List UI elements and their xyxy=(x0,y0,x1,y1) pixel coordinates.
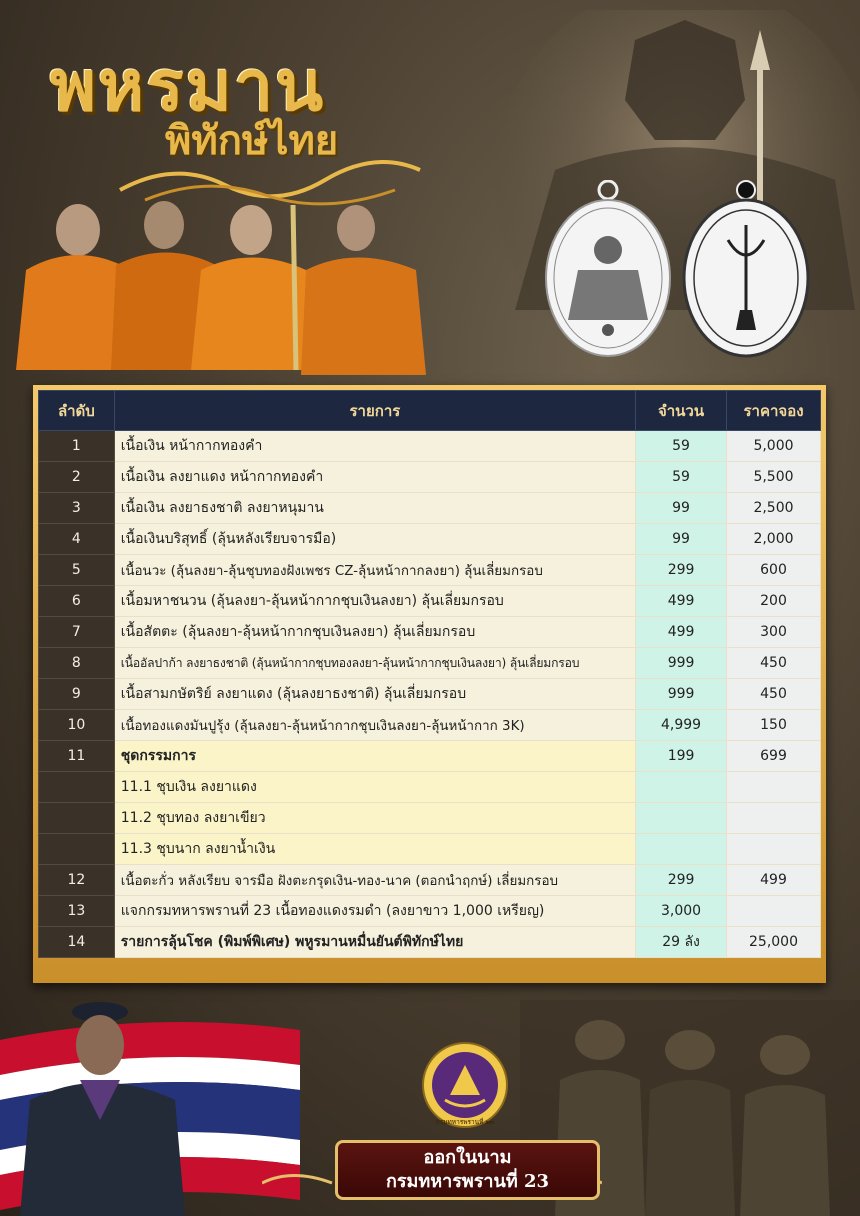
ranger-regiment-emblem xyxy=(420,1040,510,1130)
table-row xyxy=(39,617,821,648)
row-quantity: 3,000 xyxy=(636,896,727,927)
row-number: 13 xyxy=(39,896,115,927)
row-number: 11 xyxy=(39,741,115,772)
table-row xyxy=(39,648,821,679)
monks-photo xyxy=(6,200,441,385)
row-item: 11.3 ชุบนาก ลงยาน้ำเงิน xyxy=(114,834,635,865)
row-price: 2,500 xyxy=(727,493,821,524)
banner-line-2: กรมทหารพรานที่ 23 xyxy=(385,1171,550,1192)
row-item: เนื้อสามกษัตริย์ ลงยาแดง (ลุ้นลงยาธงชาติ) ลุ้นเลี่ยมกรอบ xyxy=(114,679,635,710)
row-quantity: 199 xyxy=(636,741,727,772)
row-price: 499 xyxy=(727,865,821,896)
row-quantity: 59 xyxy=(636,431,727,462)
table-row xyxy=(39,679,821,710)
table-row xyxy=(39,555,821,586)
row-price: 450 xyxy=(727,679,821,710)
row-quantity: 999 xyxy=(636,679,727,710)
row-number xyxy=(39,834,115,865)
table-header-row xyxy=(39,391,821,431)
table-row xyxy=(39,741,821,772)
row-quantity xyxy=(636,834,727,865)
price-table xyxy=(38,390,821,958)
row-price: 699 xyxy=(727,741,821,772)
emblem-caption: กรมทหารพรานที่ ๒๓ xyxy=(435,1118,495,1126)
row-quantity: 299 xyxy=(636,865,727,896)
row-item: เนื้อสัตตะ (ลุ้นลงยา-ลุ้นหน้ากากชุบเงินลงยา) ลุ้นเลี่ยมกรอบ xyxy=(114,617,635,648)
row-price: 300 xyxy=(727,617,821,648)
table-row xyxy=(39,927,821,958)
main-title: พหรมาน xyxy=(50,44,326,127)
row-item: เนื้อมหาชนวน (ลุ้นลงยา-ลุ้นหน้ากากชุบเงินลงยา) ลุ้นเลี่ยมกรอบ xyxy=(114,586,635,617)
banner-line-1: ออกในนาม xyxy=(423,1147,512,1168)
row-number: 12 xyxy=(39,865,115,896)
row-number: 14 xyxy=(39,927,115,958)
row-item: รายการลุ้นโชค (พิมพ์พิเศษ) พหูรมานหมื่นยันต์พิทักษ์ไทย xyxy=(114,927,635,958)
table-row xyxy=(39,493,821,524)
row-price: 150 xyxy=(727,710,821,741)
row-price xyxy=(727,896,821,927)
row-quantity: 4,999 xyxy=(636,710,727,741)
row-quantity: 299 xyxy=(636,555,727,586)
amulet-back-image xyxy=(676,180,816,360)
row-price: 2,000 xyxy=(727,524,821,555)
table-row xyxy=(39,896,821,927)
column-header-number: ลำดับ xyxy=(39,391,115,431)
row-quantity: 29 ลัง xyxy=(636,927,727,958)
column-header-price: ราคาจอง xyxy=(727,391,821,431)
row-item: เนื้อเงิน ลงยาแดง หน้ากากทองคำ xyxy=(114,462,635,493)
row-item: แจกกรมทหารพรานที่ 23 เนื้อทองแดงรมดำ (ลงยาขาว 1,000 เหรียญ) xyxy=(114,896,635,927)
row-quantity: 999 xyxy=(636,648,727,679)
row-item: เนื้อนวะ (ลุ้นลงยา-ลุ้นชุบทองฝังเพชร CZ-ลุ้นหน้ากากลงยา) ลุ้นเลี่ยมกรอบ xyxy=(114,555,635,586)
issuer-banner xyxy=(335,1140,600,1200)
row-item: 11.2 ชุบทอง ลงยาเขียว xyxy=(114,803,635,834)
row-number: 9 xyxy=(39,679,115,710)
row-number xyxy=(39,803,115,834)
row-item: เนื้อเงิน ลงยาธงชาติ ลงยาหนุมาน xyxy=(114,493,635,524)
table-row xyxy=(39,772,821,803)
row-price xyxy=(727,772,821,803)
row-item: เนื้ออัลปาก้า ลงยาธงชาติ (ลุ้นหน้ากากชุบทองลงยา-ลุ้นหน้ากากชุบเงินลงยา) ลุ้นเลี่ยมกรอบ xyxy=(114,648,635,679)
row-price: 5,500 xyxy=(727,462,821,493)
table-row xyxy=(39,803,821,834)
row-number: 1 xyxy=(39,431,115,462)
row-item: เนื้อตะกั่ว หลังเรียบ จารมือ ฝังตะกรุดเงิน-ทอง-นาค (ตอกนำฤกษ์) เลี่ยมกรอบ xyxy=(114,865,635,896)
row-item: เนื้อเงินบริสุทธิ์ (ลุ้นหลังเรียบจารมือ) xyxy=(114,524,635,555)
row-quantity xyxy=(636,772,727,803)
row-price: 25,000 xyxy=(727,927,821,958)
sub-title: พิทักษ์ไทย xyxy=(165,117,339,164)
table-row xyxy=(39,834,821,865)
price-table-frame xyxy=(33,385,826,983)
row-quantity xyxy=(636,803,727,834)
row-price: 450 xyxy=(727,648,821,679)
column-header-item: รายการ xyxy=(114,391,635,431)
row-price: 5,000 xyxy=(727,431,821,462)
row-number: 8 xyxy=(39,648,115,679)
row-number xyxy=(39,772,115,803)
table-row xyxy=(39,462,821,493)
table-row xyxy=(39,865,821,896)
hero-section xyxy=(0,0,860,385)
row-price: 600 xyxy=(727,555,821,586)
row-number: 4 xyxy=(39,524,115,555)
row-quantity: 99 xyxy=(636,493,727,524)
table-row xyxy=(39,710,821,741)
row-number: 3 xyxy=(39,493,115,524)
table-row xyxy=(39,524,821,555)
row-item: ชุดกรรมการ xyxy=(114,741,635,772)
row-quantity: 99 xyxy=(636,524,727,555)
row-price xyxy=(727,834,821,865)
row-item: เนื้อเงิน หน้ากากทองคำ xyxy=(114,431,635,462)
row-number: 6 xyxy=(39,586,115,617)
row-quantity: 499 xyxy=(636,617,727,648)
table-row xyxy=(39,431,821,462)
row-quantity: 59 xyxy=(636,462,727,493)
row-item: เนื้อทองแดงมันปูรุ้ง (ลุ้นลงยา-ลุ้นหน้ากากชุบเงินลงยา-ลุ้นหน้ากาก 3K) xyxy=(114,710,635,741)
row-price: 200 xyxy=(727,586,821,617)
amulet-front-image xyxy=(538,180,678,360)
row-number: 7 xyxy=(39,617,115,648)
row-item: 11.1 ชุบเงิน ลงยาแดง xyxy=(114,772,635,803)
row-quantity: 499 xyxy=(636,586,727,617)
row-number: 10 xyxy=(39,710,115,741)
officer-photo xyxy=(15,1000,190,1216)
row-number: 2 xyxy=(39,462,115,493)
column-header-quantity: จำนวน xyxy=(636,391,727,431)
row-number: 5 xyxy=(39,555,115,586)
table-row xyxy=(39,586,821,617)
row-price xyxy=(727,803,821,834)
